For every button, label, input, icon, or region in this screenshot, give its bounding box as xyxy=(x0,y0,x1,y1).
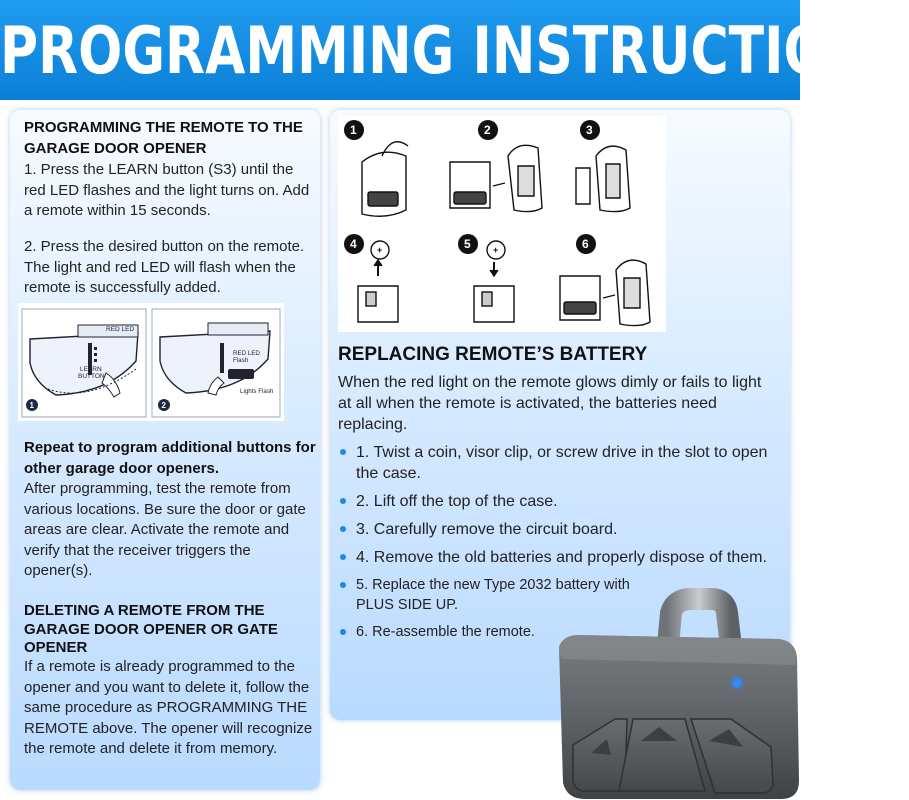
battery-heading: REPLACING REMOTE’S BATTERY xyxy=(338,344,648,365)
label-red-led: RED LED xyxy=(106,326,135,333)
bullet-icon xyxy=(340,582,346,588)
bullet-icon xyxy=(340,629,346,635)
repeat-section xyxy=(24,438,316,582)
battery-step-item xyxy=(338,519,778,540)
battery-plus-sign-2: + xyxy=(493,245,499,255)
step-number-5: 5 xyxy=(464,237,471,251)
step-number-4: 4 xyxy=(350,237,357,251)
repeat-heading: Repeat to program additional buttons for other garage door openers. xyxy=(24,439,316,477)
battery-step-item xyxy=(338,442,778,484)
step-number-1: 1 xyxy=(350,123,357,137)
battery-steps-illustration xyxy=(338,116,666,332)
opener-illustration xyxy=(18,303,284,421)
battery-step-text: 6. Re-assemble the remote. xyxy=(356,624,535,640)
figure-number-2-text: 2 xyxy=(161,401,166,410)
battery-step-text: 4. Remove the old batteries and properly dispose of them. xyxy=(356,549,767,566)
label-learn-button: LEARN BUTTON xyxy=(78,366,105,380)
bullet-icon xyxy=(340,449,346,455)
label-red-led-flash: RED LED Flash xyxy=(233,350,260,364)
title-banner xyxy=(0,0,909,100)
battery-steps-diagram xyxy=(338,116,666,332)
bullet-icon xyxy=(340,526,346,532)
deleting-body: If a remote is already programmed to the opener and you want to delete it, follow the same procedure as PROGRAMMING THE REMOTE above. The opener will recognize the remote and delete it from memory. xyxy=(24,658,313,757)
bullet-icon xyxy=(340,554,346,560)
label-lights-flash: Lights Flash xyxy=(240,388,274,395)
battery-step-text: 2. Lift off the top of the case. xyxy=(356,493,558,510)
battery-step-item xyxy=(338,547,778,568)
battery-step-text: 3. Carefully remove the circuit board. xyxy=(356,521,618,538)
step-number-2: 2 xyxy=(484,123,491,137)
programming-step-2: 2. Press the desired button on the remote. The light and red LED will flash when the remote is successfully added. xyxy=(24,238,305,296)
battery-step-text: 1. Twist a coin, visor clip, or screw drive in the slot to open the case. xyxy=(356,444,768,482)
step-number-6: 6 xyxy=(582,237,589,251)
battery-step-item xyxy=(338,491,778,512)
repeat-body: After programming, test the remote from various locations. Be sure the door or gate areas are clear. Activate the remote and verify that the receiver triggers the opener(s). xyxy=(24,480,306,579)
step-number-3: 3 xyxy=(586,123,593,137)
deleting-heading: DELETING A REMOTE FROM THE GARAGE DOOR OPENER OR GATE OPENER xyxy=(24,602,278,656)
remote-control-image xyxy=(545,595,800,800)
page-title: PROGRAMMING INSTRUCTIONS xyxy=(0,14,909,89)
figure-number-1-text: 1 xyxy=(29,401,34,410)
programming-step-1: 1. Press the LEARN button (S3) until the red LED flashes and the light turns on. Add a remote within 15 seconds. xyxy=(24,161,310,219)
bullet-icon xyxy=(340,498,346,504)
opener-figure xyxy=(18,303,284,421)
programming-heading: PROGRAMMING THE REMOTE TO THE GARAGE DOOR OPENER xyxy=(24,119,303,157)
battery-intro: When the red light on the remote glows dimly or fails to light at all when the remote is activated, the batteries need replacing. xyxy=(338,374,762,433)
battery-step-text: 5. Replace the new Type 2032 battery with PLUS SIDE UP. xyxy=(356,577,630,613)
battery-plus-sign-1: + xyxy=(377,245,383,255)
